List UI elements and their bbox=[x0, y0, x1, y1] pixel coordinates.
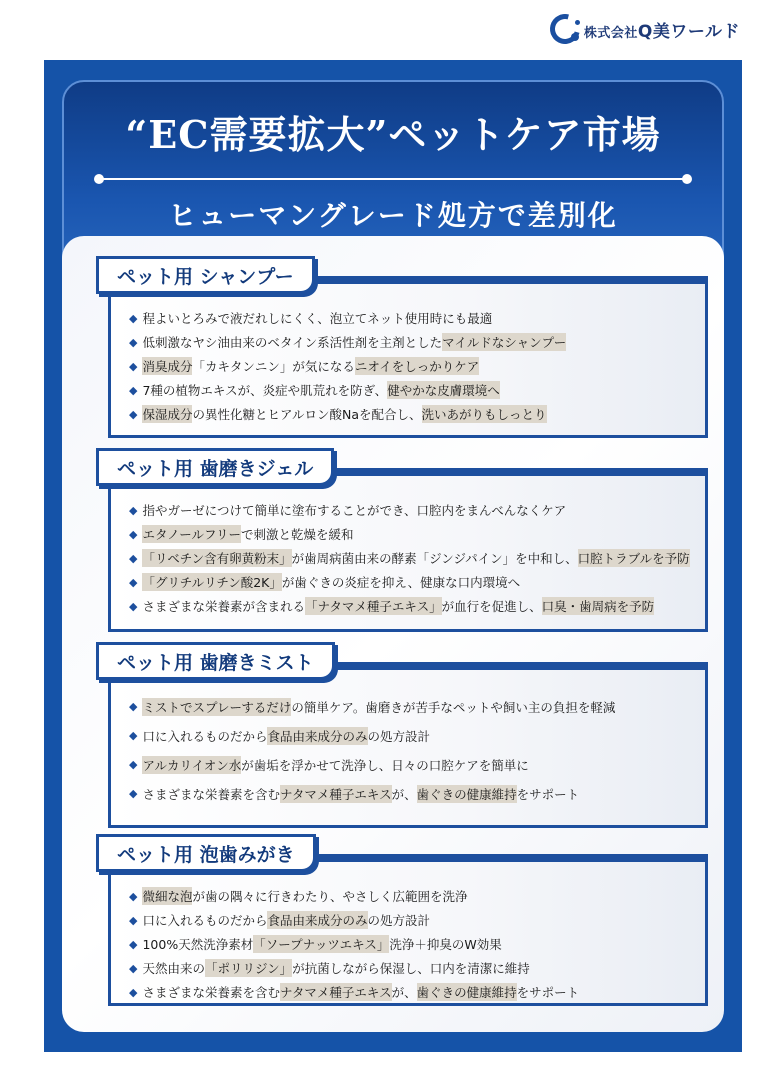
list-item bbox=[129, 594, 695, 618]
section-toothgel bbox=[96, 448, 708, 632]
diamond-bullet-icon: ◆ bbox=[129, 913, 138, 927]
brand-header bbox=[550, 14, 740, 44]
diamond-bullet-icon: ◆ bbox=[129, 700, 138, 713]
highlighted-text: 「ポリリジン」 bbox=[204, 961, 293, 976]
item-text: さまざまな栄養素が含まれる bbox=[142, 599, 305, 614]
highlighted-text: 消臭成分 bbox=[142, 359, 193, 374]
highlighted-text: 「ナタマメ種子エキス」 bbox=[304, 599, 442, 614]
item-text: が歯垢を浮かせて洗浄し、日々の口腔ケアを簡単に bbox=[241, 757, 529, 773]
list-item bbox=[129, 884, 695, 908]
highlighted-text: 保湿成分 bbox=[142, 407, 193, 422]
item-list bbox=[129, 306, 695, 426]
diamond-bullet-icon: ◆ bbox=[129, 889, 138, 903]
list-item bbox=[129, 570, 695, 594]
list-item bbox=[129, 330, 695, 354]
list-item bbox=[129, 692, 695, 721]
item-text: の処方設計 bbox=[367, 913, 431, 928]
item-text: が歯ぐきの炎症を抑え、健康な口内環境へ bbox=[281, 575, 521, 590]
item-text: 口に入れるものだから bbox=[142, 728, 268, 744]
item-list bbox=[129, 884, 695, 1004]
diamond-bullet-icon: ◆ bbox=[129, 961, 138, 975]
diamond-bullet-icon: ◆ bbox=[129, 575, 138, 589]
poster-frame bbox=[44, 60, 742, 1052]
item-text: 7種の植物エキスが、炎症や肌荒れを防ぎ、 bbox=[142, 383, 388, 398]
diamond-bullet-icon: ◆ bbox=[129, 729, 138, 742]
highlighted-text: 口腔トラブルを予防 bbox=[577, 551, 690, 566]
list-item bbox=[129, 522, 695, 546]
diamond-bullet-icon: ◆ bbox=[129, 787, 138, 800]
diamond-bullet-icon: ◆ bbox=[129, 407, 138, 421]
section-title: ペット用 シャンプー bbox=[96, 256, 315, 294]
list-item bbox=[129, 306, 695, 330]
item-text: をサポート bbox=[516, 985, 580, 1000]
item-text: 指やガーゼにつけて簡単に塗布することができ、口腔内をまんべんなくケア bbox=[142, 503, 567, 518]
poster-subtitle: ヒューマングレード処方で差別化 bbox=[168, 199, 618, 232]
diamond-bullet-icon: ◆ bbox=[129, 527, 138, 541]
highlighted-text: 「グリチルリチン酸2K」 bbox=[142, 575, 282, 590]
item-text: さまざまな栄養素を含む bbox=[142, 786, 280, 802]
item-text: が血行を促進し、 bbox=[441, 599, 542, 614]
diamond-bullet-icon: ◆ bbox=[129, 551, 138, 565]
highlighted-text: ミストでスプレーするだけ bbox=[142, 699, 292, 715]
diamond-bullet-icon: ◆ bbox=[129, 937, 138, 951]
item-list bbox=[129, 498, 695, 618]
diamond-bullet-icon: ◆ bbox=[129, 335, 138, 349]
section-shampoo bbox=[96, 256, 708, 438]
section-foam-toothpaste bbox=[96, 834, 708, 1006]
company-prefix: 株式会社 bbox=[583, 25, 638, 41]
list-item bbox=[129, 980, 695, 1004]
diamond-bullet-icon: ◆ bbox=[129, 985, 138, 999]
item-text: をサポート bbox=[516, 786, 580, 802]
item-text: 程よいとろみで液だれしにくく、泡立てネット使用時にも最適 bbox=[142, 311, 493, 326]
item-list bbox=[129, 692, 695, 808]
section-box bbox=[108, 276, 708, 438]
highlighted-text: 食品由来成分のみ bbox=[267, 913, 368, 928]
list-item bbox=[129, 956, 695, 980]
highlighted-text: 「ソープナッツエキス」 bbox=[253, 937, 390, 952]
highlighted-text: ナタマメ種子エキス bbox=[279, 985, 392, 1000]
item-text: の処方設計 bbox=[367, 728, 431, 744]
item-text: で刺激と乾燥を緩和 bbox=[240, 527, 354, 542]
highlighted-text: 洗いあがりもしっとり bbox=[421, 407, 547, 422]
list-item bbox=[129, 750, 695, 779]
list-item bbox=[129, 721, 695, 750]
list-item bbox=[129, 779, 695, 808]
item-text: が歯周病菌由来の酵素「ジンジパイン」を中和し、 bbox=[291, 551, 578, 566]
item-text: が、 bbox=[391, 786, 417, 802]
list-item bbox=[129, 932, 695, 956]
company-brand: Q美ワールド bbox=[637, 21, 740, 42]
item-text: が、 bbox=[391, 985, 417, 1000]
section-box bbox=[108, 854, 708, 1006]
item-text: 「カキタンニン」が気になる bbox=[192, 359, 355, 374]
section-title: ペット用 泡歯みがき bbox=[96, 834, 316, 872]
diamond-bullet-icon: ◆ bbox=[129, 599, 138, 613]
list-item bbox=[129, 546, 695, 570]
section-box bbox=[108, 468, 708, 632]
section-title: ペット用 歯磨きミスト bbox=[96, 642, 335, 680]
item-text: さまざまな栄養素を含む bbox=[142, 985, 280, 1000]
list-item bbox=[129, 402, 695, 426]
diamond-bullet-icon: ◆ bbox=[129, 311, 138, 325]
item-text: 口に入れるものだから bbox=[142, 913, 268, 928]
highlighted-text: 微細な泡 bbox=[142, 889, 193, 904]
item-text: 低刺激なヤシ油由来のベタイン系活性剤を主剤とした bbox=[142, 335, 443, 350]
list-item bbox=[129, 378, 695, 402]
list-item bbox=[129, 498, 695, 522]
highlighted-text: 口臭・歯周病を予防 bbox=[541, 599, 655, 614]
section-toothmist bbox=[96, 642, 708, 828]
highlighted-text: マイルドなシャンプー bbox=[442, 335, 567, 350]
title-divider bbox=[98, 178, 688, 180]
company-logo-icon bbox=[550, 14, 580, 44]
item-text: が抗菌しながら保湿し、口内を清潔に維持 bbox=[292, 961, 530, 976]
highlighted-text: ニオイをしっかりケア bbox=[354, 359, 480, 374]
highlighted-text: 「リベチン含有卵黄粉末」 bbox=[142, 551, 292, 566]
highlighted-text: アルカリイオン水 bbox=[142, 757, 242, 773]
item-text: の異性化糖とヒアルロン酸Naを配合し、 bbox=[192, 407, 422, 422]
section-title: ペット用 歯磨きジェル bbox=[96, 448, 334, 486]
section-box bbox=[108, 662, 708, 828]
content-panel bbox=[62, 236, 724, 1032]
diamond-bullet-icon: ◆ bbox=[129, 503, 138, 517]
item-text: が歯の隅々に行きわたり、やさしく広範囲を洗浄 bbox=[192, 889, 468, 904]
list-item bbox=[129, 354, 695, 378]
item-text: 天然由来の bbox=[142, 961, 205, 976]
highlighted-text: 歯ぐきの健康維持 bbox=[416, 786, 517, 802]
diamond-bullet-icon: ◆ bbox=[129, 758, 138, 771]
diamond-bullet-icon: ◆ bbox=[129, 359, 138, 373]
poster-title: “EC需要拡大”ペットケア市場 bbox=[125, 112, 661, 157]
item-text: 100%天然洗浄素材 bbox=[142, 937, 254, 952]
highlighted-text: エタノールフリー bbox=[142, 527, 241, 542]
diamond-bullet-icon: ◆ bbox=[129, 383, 138, 397]
list-item bbox=[129, 908, 695, 932]
highlighted-text: 歯ぐきの健康維持 bbox=[416, 985, 517, 1000]
highlighted-text: ナタマメ種子エキス bbox=[279, 786, 392, 802]
highlighted-text: 食品由来成分のみ bbox=[267, 728, 368, 744]
company-name bbox=[584, 17, 740, 42]
highlighted-text: 健やかな皮膚環境へ bbox=[387, 383, 500, 398]
item-text: の簡単ケア。歯磨きが苦手なペットや飼い主の負担を軽減 bbox=[291, 699, 616, 715]
item-text: 洗浄＋抑臭のW効果 bbox=[389, 937, 502, 952]
